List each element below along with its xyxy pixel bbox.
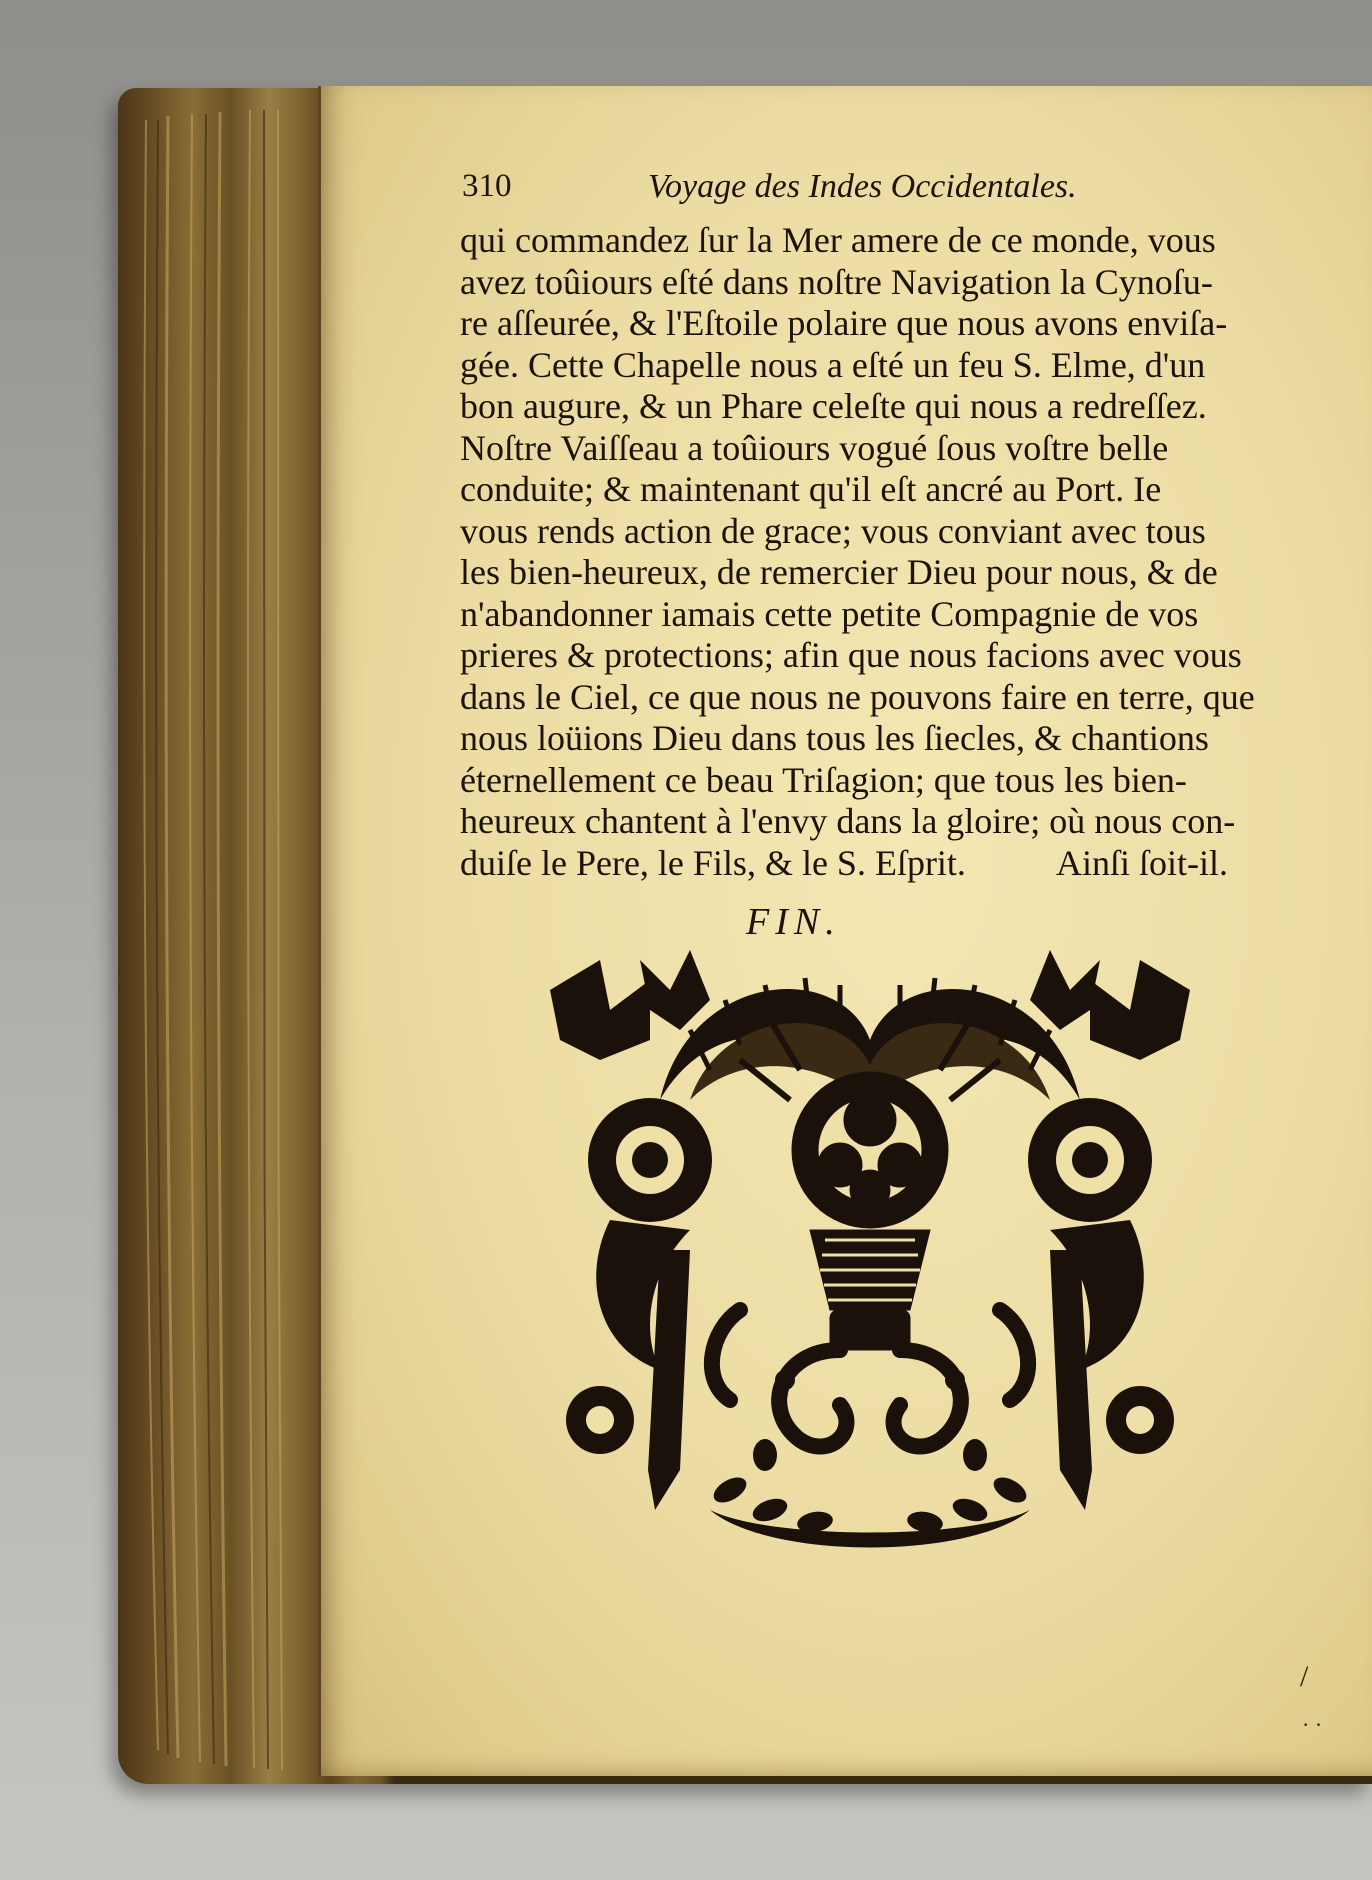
woodcut-ornament-icon (540, 950, 1200, 1570)
fin-label: FIN. (746, 901, 841, 943)
text-line: vous rends action de grace; vous conviant avec tous (460, 510, 1206, 551)
text-line: éternellement ce beau Triſagion; que tous les bien- (460, 759, 1187, 800)
running-title: Voyage des Indes Occidentales. (648, 168, 1077, 205)
text-line: prieres & protections; afin que nous facions avec vous (460, 635, 1242, 675)
text-line: re aſſeurée, & l'Eſtoile polaire que nous avons enviſa- (460, 303, 1228, 343)
text-line: dans le Ciel, ce que nous ne pouvons faire en terre, que (460, 676, 1255, 717)
text-line: gée. Cette Chapelle nous a eſté un feu S. Elme, d'un (460, 344, 1206, 385)
text-line: bon augure, & un Phare celeſte qui nous a redreſſez. (460, 386, 1207, 426)
text-line: qui commandez ſur la Mer amere de ce monde, vous (460, 220, 1216, 260)
text-line: nous loüions Dieu dans tous les ſiecles, & chantions (460, 718, 1209, 758)
text-line: les bien-heureux, de remercier Dieu pour nous, & de (460, 552, 1218, 592)
last-line-text: duiſe le Pere, le Fils, & le S. Eſprit. (460, 842, 966, 883)
text-line: Noſtre Vaiſſeau a toûiours vogué ſous voſtre belle (460, 427, 1169, 468)
running-head (462, 168, 1162, 216)
body-text (460, 220, 1280, 884)
ink-speck: / (1300, 1660, 1309, 1693)
closing-formula: Ainſi ſoit-il. (1055, 842, 1228, 883)
text-line: n'abandonner iamais cette petite Compagnie de vos (460, 593, 1199, 634)
page-edge-lines (128, 110, 318, 1770)
text-line: conduite; & maintenant qu'il eſt ancré au Port. Ie (460, 469, 1162, 509)
text-line: avez toûiours eſté dans noſtre Navigation la Cynoſu- (460, 261, 1213, 302)
ink-speck: · · (1302, 1712, 1323, 1737)
page-number: 310 (462, 168, 512, 204)
text-line: heureux chantent à l'envy dans la gloire; où nous con- (460, 801, 1236, 841)
text-line-last (460, 843, 1280, 885)
